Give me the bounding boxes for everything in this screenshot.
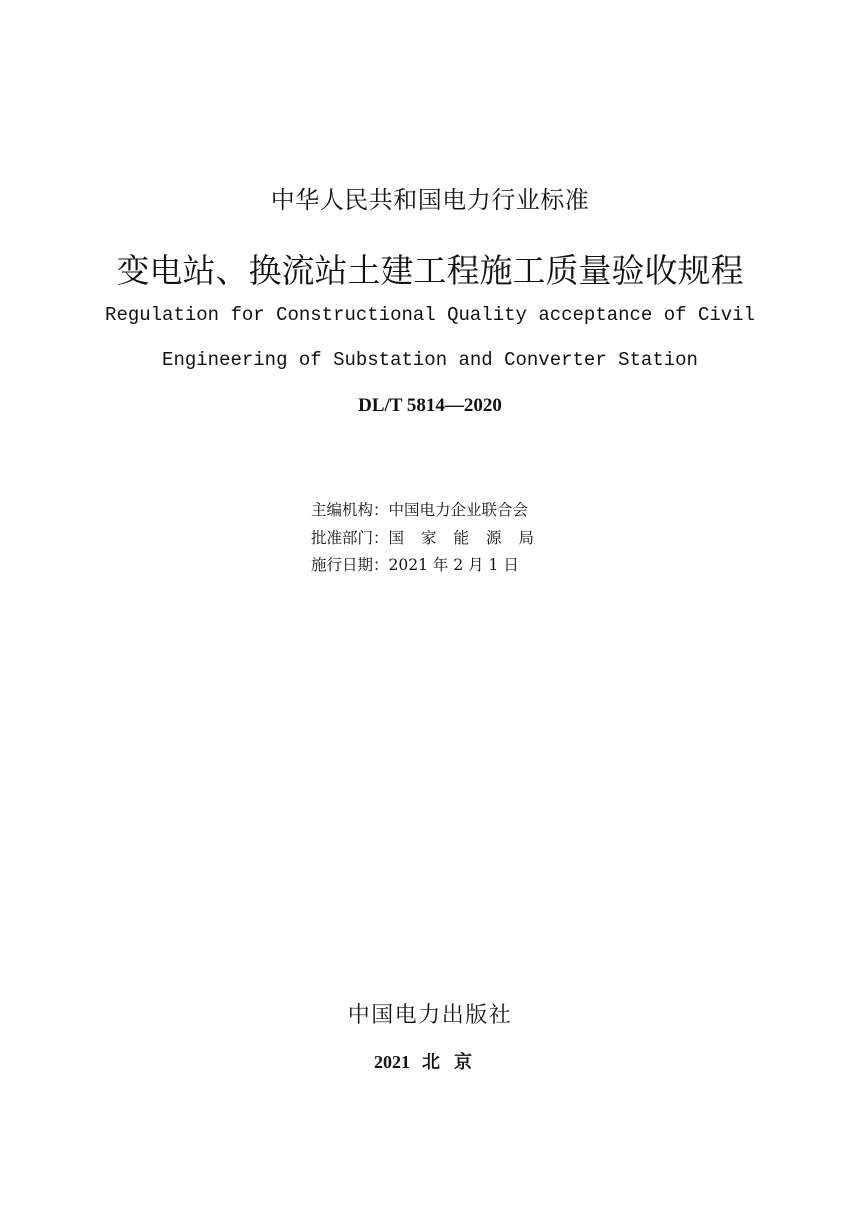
document-title-english-line-1: Regulation for Constructional Quality acceptance of Civil [105, 304, 755, 326]
effective-date-row [311, 554, 519, 576]
editor-organization-row [311, 499, 528, 521]
effective-date-value: 2021 年 2 月 1 日 [388, 556, 519, 574]
document-title-chinese: 变电站、换流站土建工程施工质量验收规程 [116, 251, 744, 290]
publication-place-year [0, 1049, 860, 1075]
publication-city: 北京 [422, 1052, 486, 1072]
document-title-english-line-2: Engineering of Substation and Converter Station [162, 349, 698, 371]
publication-year: 2021 [374, 1052, 410, 1072]
approving-department-label: 批准部门： [311, 529, 389, 547]
approving-department-row [311, 527, 551, 549]
publisher-name: 中国电力出版社 [347, 1003, 513, 1028]
industry-standard-heading: 中华人民共和国电力行业标准 [270, 186, 590, 214]
standard-code: DL/T 5814—2020 [358, 395, 502, 416]
editor-organization-value: 中国电力企业联合会 [388, 501, 529, 519]
effective-date-label: 施行日期： [311, 556, 389, 574]
editor-organization-label: 主编机构： [311, 501, 389, 519]
approving-department-value: 国家能源局 [388, 529, 552, 547]
